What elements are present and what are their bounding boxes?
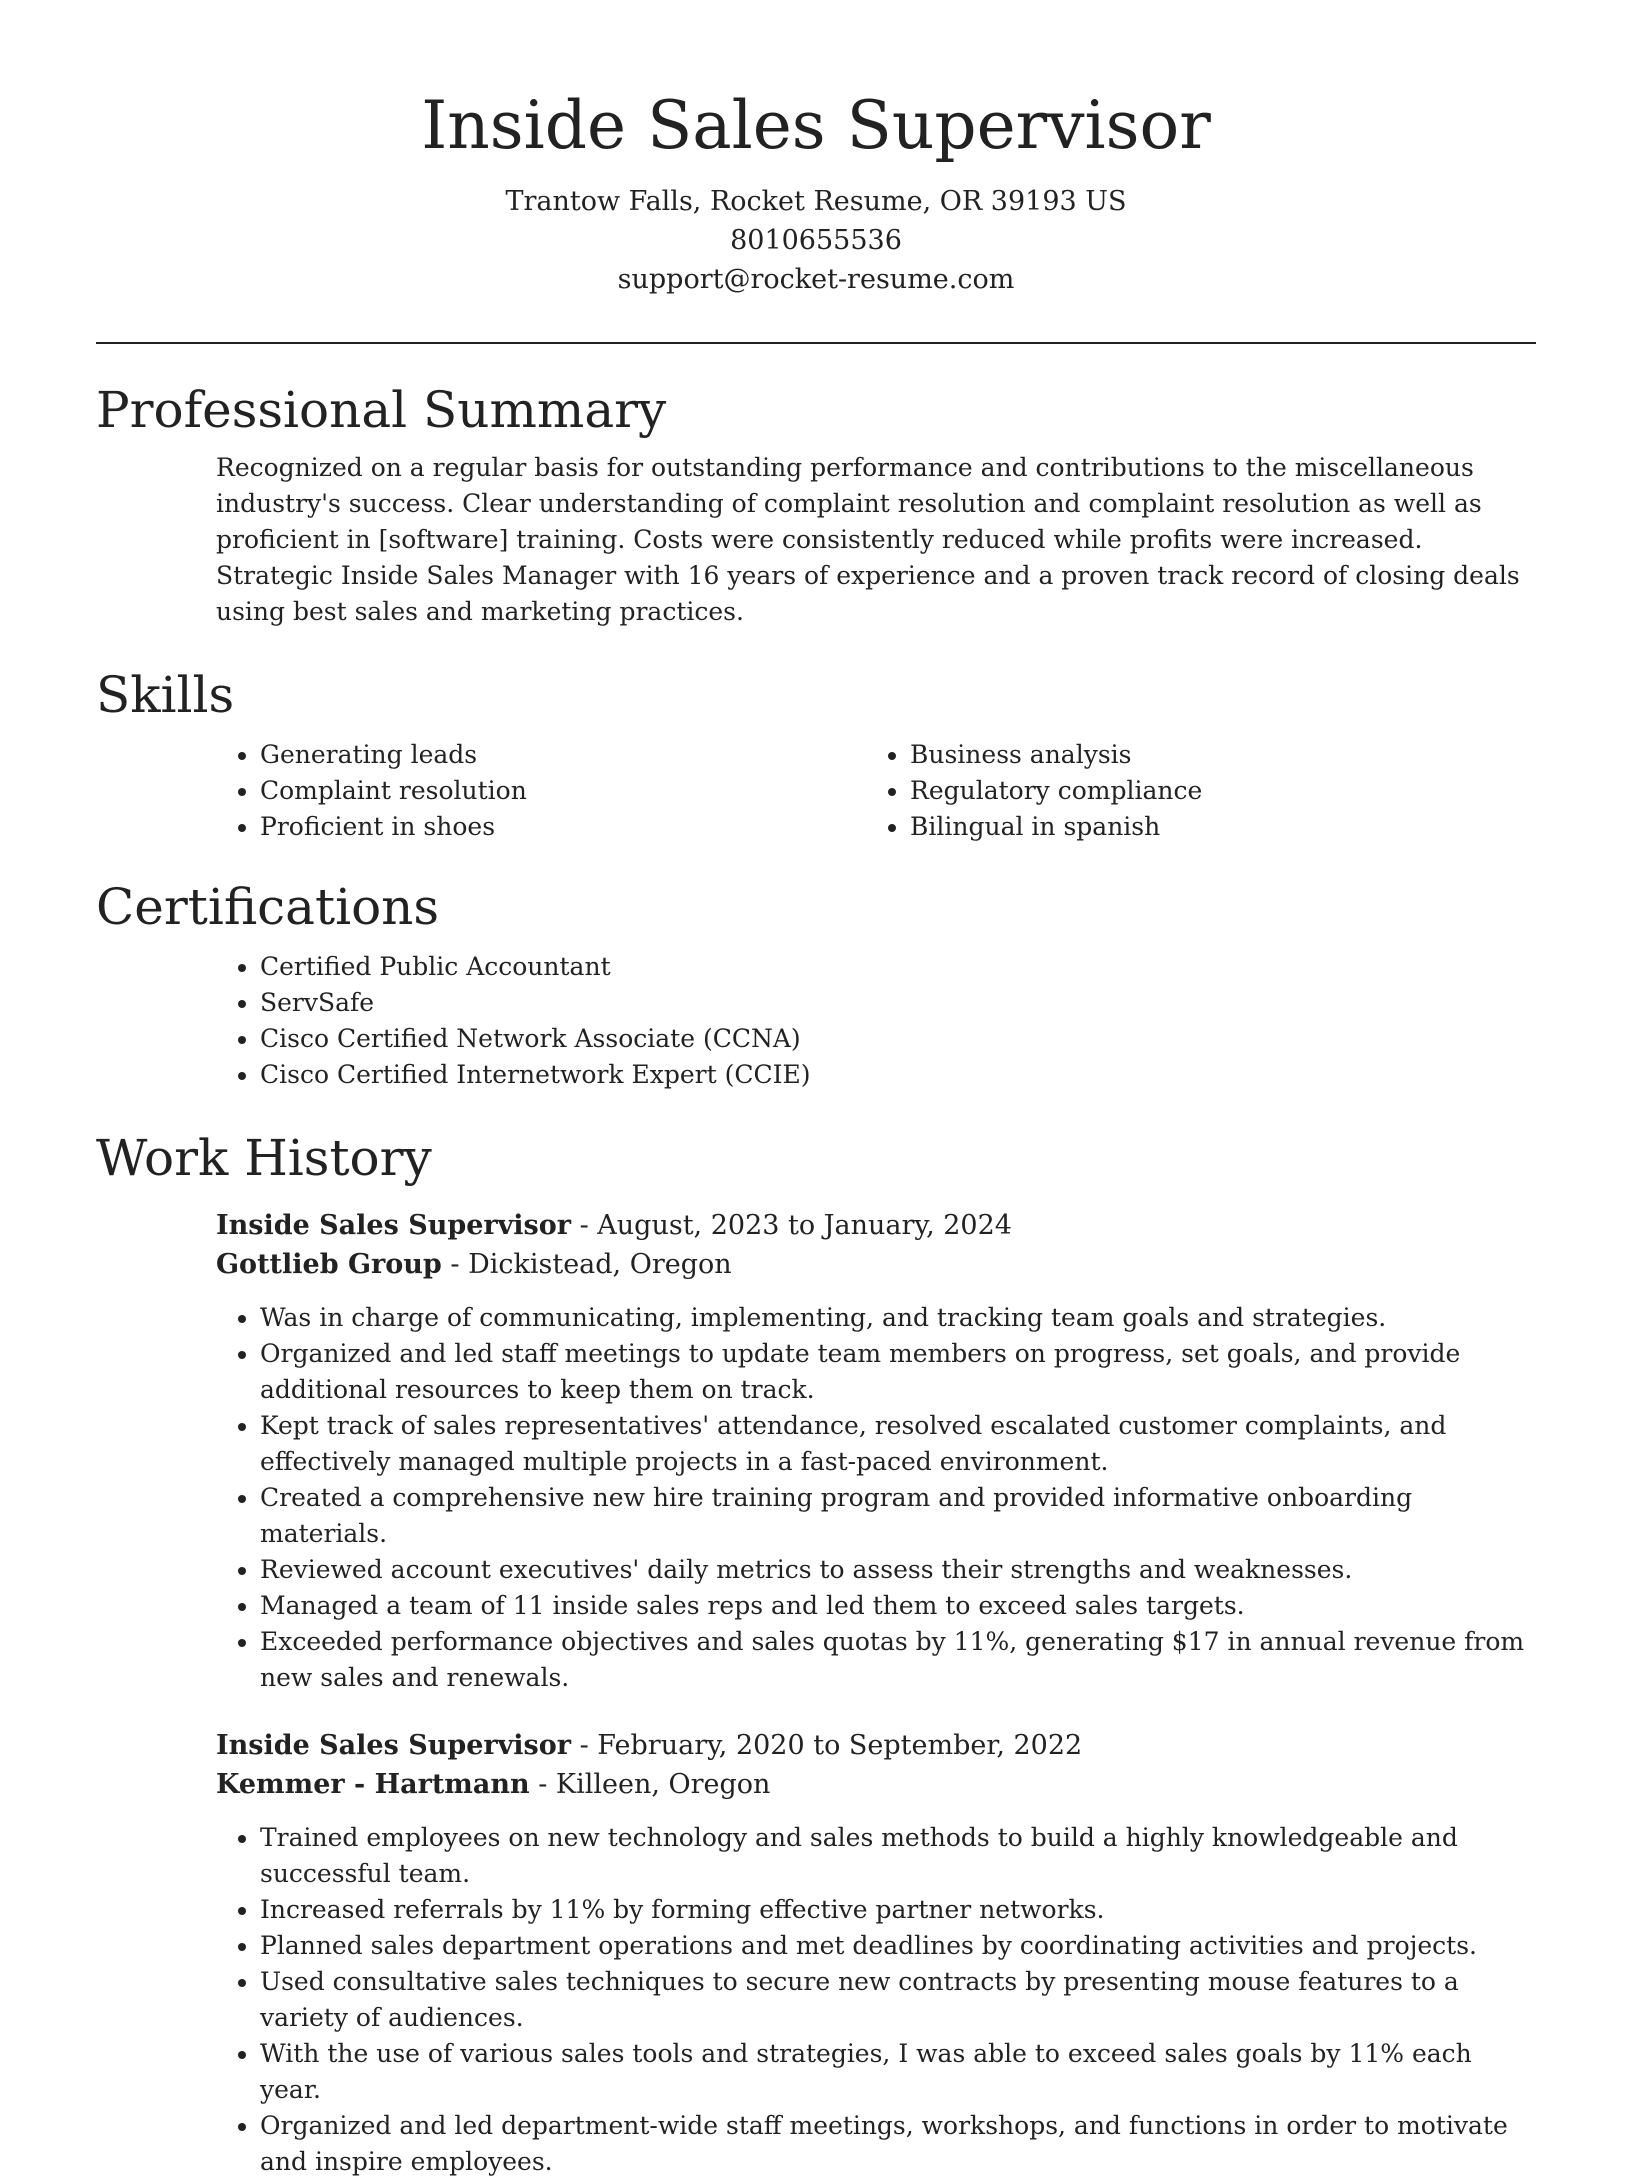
job-bullet: • Reviewed account executives' daily metrics to assess their strengths and weaknesses.	[260, 1552, 1536, 1588]
skill-item: • Regulatory compliance	[910, 773, 1516, 809]
header-divider	[96, 342, 1536, 344]
work-history-section	[96, 1128, 1536, 2180]
job-bullet: • Was in charge of communicating, implementing, and tracking team goals and strategies.	[260, 1300, 1536, 1336]
job-bullet: • Trained employees on new technology and sales methods to build a highly knowledgeable and successful team.	[260, 1820, 1536, 1892]
job-location: - Dickistead, Oregon	[441, 1249, 732, 1280]
skills-column-left	[216, 737, 866, 845]
job-bullet: • Organized and led department-wide staff meetings, workshops, and functions in order to motivate and inspire employees.	[260, 2108, 1536, 2180]
job-bullet: • Planned sales department operations and met deadlines by coordinating activities and projects.	[260, 1928, 1536, 1964]
address: Trantow Falls, Rocket Resume, OR 39193 US	[505, 186, 1127, 217]
phone: 8010655536	[730, 225, 902, 256]
job-dates: - February, 2020 to September, 2022	[571, 1730, 1083, 1761]
job-bullet: • With the use of various sales tools and strategies, I was able to exceed sales goals by 11% each year.	[260, 2036, 1536, 2108]
job-bullets	[216, 1820, 1536, 2180]
job-company-line	[216, 1765, 1536, 1804]
certifications-heading: Certifications	[96, 878, 440, 936]
job-bullets	[216, 1300, 1536, 1696]
job-bullet: • Exceeded performance objectives and sales quotas by 11%, generating $17 in annual revenue from new sales and renewals.	[260, 1624, 1536, 1696]
summary-heading: Professional Summary	[96, 381, 667, 439]
job-bullet: • Kept track of sales representatives' attendance, resolved escalated customer complaints, and effectively managed multiple projects in a fast-paced environment.	[260, 1408, 1536, 1480]
skills-heading: Skills	[96, 666, 235, 724]
job-bullet: • Organized and led staff meetings to update team members on progress, set goals, and provide additional resources to keep them on track.	[260, 1336, 1536, 1408]
skill-item: • Complaint resolution	[260, 773, 866, 809]
skills-section	[96, 665, 1536, 845]
skills-grid	[216, 737, 1536, 845]
certifications-list	[216, 949, 1536, 1093]
certification-item: • ServSafe	[260, 985, 1536, 1021]
certification-item: • Cisco Certified Network Associate (CCNA)	[260, 1021, 1536, 1057]
job-bullet: • Used consultative sales techniques to secure new contracts by presenting mouse features to a variety of audiences.	[260, 1964, 1536, 2036]
work-history-heading: Work History	[96, 1129, 432, 1187]
skill-item: • Business analysis	[910, 737, 1516, 773]
job-entry	[216, 1206, 1536, 1696]
job-title: Inside Sales Supervisor	[216, 1210, 571, 1241]
job-company: Gottlieb Group	[216, 1249, 442, 1280]
job-bullet: • Increased referrals by 11% by forming effective partner networks.	[260, 1892, 1536, 1928]
email: support@rocket-resume.com	[617, 264, 1015, 295]
certifications-list-wrap	[216, 949, 1536, 1093]
resume-header	[0, 0, 1632, 299]
skill-item: • Generating leads	[260, 737, 866, 773]
job-title: Inside Sales Supervisor	[216, 1730, 571, 1761]
summary-section	[96, 380, 1536, 630]
job-title-line	[216, 1206, 1536, 1245]
job-bullet: • Managed a team of 11 inside sales reps and led them to exceed sales targets.	[260, 1588, 1536, 1624]
skill-item: • Bilingual in spanish	[910, 809, 1516, 845]
certification-item: • Cisco Certified Internetwork Expert (CCIE)	[260, 1057, 1536, 1093]
job-company-line	[216, 1245, 1536, 1284]
job-location: - Killeen, Oregon	[529, 1769, 771, 1800]
job-bullet: • Created a comprehensive new hire training program and provided informative onboarding materials.	[260, 1480, 1536, 1552]
certifications-section	[96, 877, 1536, 1093]
job-dates: - August, 2023 to January, 2024	[571, 1210, 1012, 1241]
resume-name: Inside Sales Supervisor	[421, 87, 1211, 164]
summary-text: Recognized on a regular basis for outstanding performance and contributions to the miscellaneous industry's success. Clear understanding of complaint resolution and complaint resolution as well as proficient in [software] training. Costs were consistently reduced while profits were increased. Strategic Inside Sales Manager with 16 years of experience and a proven track record of closing deals using best sales and marketing practices.	[216, 453, 1520, 626]
certification-item: • Certified Public Accountant	[260, 949, 1536, 985]
job-title-line	[216, 1726, 1536, 1765]
job-company: Kemmer - Hartmann	[216, 1769, 530, 1800]
skill-item: • Proficient in shoes	[260, 809, 866, 845]
contact-info	[0, 182, 1632, 299]
skills-column-right	[866, 737, 1516, 845]
